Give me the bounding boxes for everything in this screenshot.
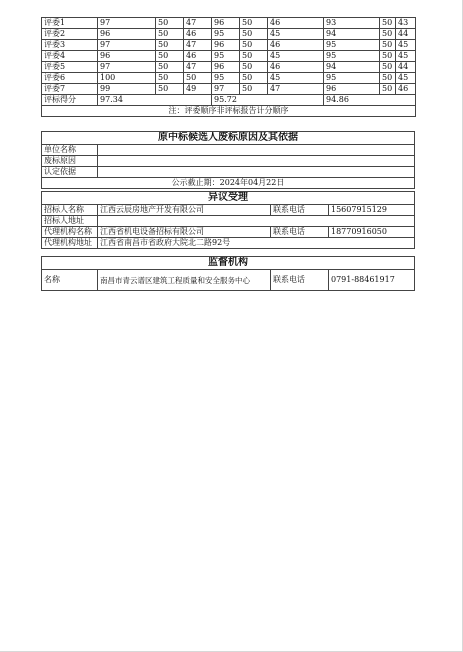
score-cell: 46 — [396, 84, 416, 95]
notice-deadline: 公示截止期：2024年04月22日 — [42, 178, 415, 189]
tenderer-phone-value: 15607915129 — [329, 205, 415, 216]
judge-name: 评委6 — [42, 73, 98, 84]
score-cell: 50 — [380, 29, 396, 40]
score-cell: 46 — [184, 51, 212, 62]
total-score: 97.34 — [98, 95, 212, 106]
score-cell: 47 — [268, 84, 324, 95]
score-cell: 50 — [184, 73, 212, 84]
score-cell: 93 — [324, 18, 380, 29]
score-cell: 46 — [184, 29, 212, 40]
score-cell: 97 — [98, 62, 156, 73]
score-cell: 97 — [98, 40, 156, 51]
judge-name: 评委3 — [42, 40, 98, 51]
score-cell: 50 — [380, 73, 396, 84]
disqualify-reason-label: 废标原因 — [42, 156, 98, 167]
agency-phone-label: 联系电话 — [271, 227, 329, 238]
tenderer-value: 江西云辰房地产开发有限公司 — [98, 205, 271, 216]
score-cell: 96 — [324, 84, 380, 95]
score-cell: 50 — [380, 40, 396, 51]
basis-label: 认定依据 — [42, 167, 98, 178]
score-cell: 45 — [396, 40, 416, 51]
score-cell: 95 — [212, 73, 240, 84]
score-cell: 94 — [324, 29, 380, 40]
agency-address-value: 江西省南昌市省政府大院北二路92号 — [98, 238, 415, 249]
supervision-title: 监督机构 — [42, 257, 415, 270]
score-cell: 45 — [268, 73, 324, 84]
score-cell: 50 — [240, 40, 268, 51]
score-cell: 50 — [380, 18, 396, 29]
supervision-phone-value: 0791-88461917 — [329, 270, 415, 291]
score-cell: 50 — [380, 51, 396, 62]
score-cell: 44 — [396, 62, 416, 73]
disqualify-table — [41, 131, 415, 189]
score-cell: 97 — [98, 18, 156, 29]
score-cell: 95 — [212, 29, 240, 40]
supervision-name-value: 南昌市青云谱区建筑工程质量和安全服务中心 — [98, 270, 271, 291]
tenderer-phone-label: 联系电话 — [271, 205, 329, 216]
score-cell: 96 — [212, 18, 240, 29]
score-cell: 50 — [240, 18, 268, 29]
judge-name: 评委2 — [42, 29, 98, 40]
score-cell: 45 — [268, 29, 324, 40]
total-row — [42, 95, 416, 106]
score-cell: 50 — [380, 62, 396, 73]
score-cell: 45 — [396, 51, 416, 62]
score-cell: 46 — [268, 62, 324, 73]
score-cell: 46 — [268, 40, 324, 51]
agency-phone-value: 18770916050 — [329, 227, 415, 238]
judge-name: 评委5 — [42, 62, 98, 73]
score-cell: 50 — [240, 84, 268, 95]
tenderer-address-label: 招标人地址 — [42, 216, 98, 227]
total-label: 评标得分 — [42, 95, 98, 106]
score-cell: 97 — [212, 84, 240, 95]
disqualify-title: 原中标候选人废标原因及其依据 — [42, 132, 415, 145]
score-row — [42, 18, 416, 29]
supervision-table — [41, 256, 415, 291]
score-note: 注：评委顺序非评标报告计分顺序 — [42, 106, 416, 117]
judge-name: 评委7 — [42, 84, 98, 95]
basis-value — [98, 167, 415, 178]
score-cell: 50 — [240, 51, 268, 62]
score-row — [42, 84, 416, 95]
supervision-name-label: 名称 — [42, 270, 98, 291]
score-cell: 50 — [240, 73, 268, 84]
score-cell: 50 — [156, 84, 184, 95]
total-score: 94.86 — [324, 95, 416, 106]
score-cell: 96 — [212, 40, 240, 51]
score-cell: 50 — [156, 18, 184, 29]
score-cell: 95 — [324, 73, 380, 84]
unit-name-label: 单位名称 — [42, 145, 98, 156]
score-row — [42, 62, 416, 73]
judge-name: 评委1 — [42, 18, 98, 29]
score-cell: 50 — [156, 29, 184, 40]
score-cell: 45 — [396, 73, 416, 84]
score-cell: 96 — [98, 51, 156, 62]
score-cell: 50 — [380, 84, 396, 95]
judge-name: 评委4 — [42, 51, 98, 62]
agency-value: 江西省机电设备招标有限公司 — [98, 227, 271, 238]
score-table — [41, 17, 416, 117]
score-cell: 96 — [212, 62, 240, 73]
score-cell: 50 — [156, 62, 184, 73]
score-cell: 94 — [324, 62, 380, 73]
tenderer-address-value — [98, 216, 415, 227]
unit-name-value — [98, 145, 415, 156]
score-cell: 49 — [184, 84, 212, 95]
score-cell: 95 — [324, 40, 380, 51]
score-row — [42, 29, 416, 40]
disqualify-reason-value — [98, 156, 415, 167]
agency-address-label: 代理机构地址 — [42, 238, 98, 249]
score-cell: 99 — [98, 84, 156, 95]
note-row — [42, 106, 416, 117]
score-cell: 95 — [324, 51, 380, 62]
score-cell: 45 — [268, 51, 324, 62]
score-row — [42, 73, 416, 84]
total-score: 95.72 — [212, 95, 324, 106]
tenderer-label: 招标人名称 — [42, 205, 98, 216]
score-cell: 96 — [98, 29, 156, 40]
score-cell: 43 — [396, 18, 416, 29]
score-cell: 50 — [156, 51, 184, 62]
score-cell: 47 — [184, 40, 212, 51]
score-cell: 50 — [156, 40, 184, 51]
score-cell: 46 — [268, 18, 324, 29]
score-cell: 95 — [212, 51, 240, 62]
score-table-body — [42, 18, 416, 117]
agency-label: 代理机构名称 — [42, 227, 98, 238]
score-cell: 44 — [396, 29, 416, 40]
objection-table — [41, 191, 415, 249]
score-row — [42, 40, 416, 51]
score-cell: 47 — [184, 18, 212, 29]
score-cell: 47 — [184, 62, 212, 73]
score-cell: 100 — [98, 73, 156, 84]
score-cell: 50 — [240, 62, 268, 73]
score-cell: 50 — [240, 29, 268, 40]
score-row — [42, 51, 416, 62]
objection-title: 异议受理 — [42, 192, 415, 205]
supervision-phone-label: 联系电话 — [271, 270, 329, 291]
score-cell: 50 — [156, 73, 184, 84]
